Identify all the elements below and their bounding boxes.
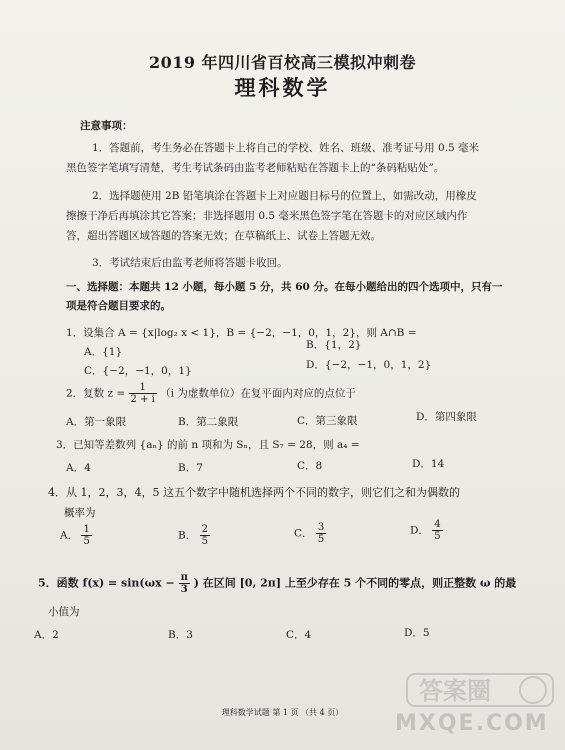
watermark-url: MXQE.COM <box>395 711 549 736</box>
q3-option-d: D．14 <box>412 458 445 470</box>
watermark-brand: 答案圈 <box>419 677 491 705</box>
watermark-logo <box>405 672 555 708</box>
q4-option-d-label: D． <box>410 524 429 537</box>
q5-option-b: B．3 <box>168 629 193 641</box>
q2-stem-pre: 2．复数 z = <box>66 387 126 400</box>
notice-heading: 注意事项： <box>80 120 133 132</box>
q5-option-a: A．2 <box>34 629 59 641</box>
q4-option-c <box>294 522 326 545</box>
q3-option-a: A．4 <box>66 462 91 474</box>
q2-stem-post: （i 为虚数单位）在复平面内对应的点位于 <box>160 387 356 400</box>
q2-option-a: A．第一象限 <box>66 416 127 428</box>
q4-option-b-numerator: 2 <box>201 524 208 535</box>
exam-title: 2019 年四川省百校高三模拟冲刺卷 <box>148 53 417 72</box>
q4-stem-line-2: 概率为 <box>64 507 96 519</box>
watermark-logo-icon <box>405 672 555 708</box>
q5-fraction <box>179 572 190 595</box>
q4-option-a-fraction <box>81 524 91 547</box>
bleed-through-marks <box>520 20 560 720</box>
q1-stem: 1．设集合 A = {x|log₂ x < 1}，B = {−2，−1，0，1，2}，则 A∩B = <box>66 327 417 339</box>
q1-option-d: D．{−2，−1，0，1，2} <box>306 359 432 371</box>
q2-fraction <box>129 382 157 405</box>
q4-option-a-numerator: 1 <box>83 524 90 535</box>
notice-item-2-line-3: 答，超出答题区域答题的答案无效；在草稿纸上、试卷上答题无效。 <box>66 230 381 242</box>
q4-option-d <box>410 519 443 542</box>
q4-stem-line-1: 4．从 1，2，3，4，5 这五个数字中随机选择两个不同的数字，则它们之和为偶数的 <box>48 486 460 499</box>
q4-option-b-label: B． <box>178 529 197 542</box>
q3-option-b: B．7 <box>178 462 203 474</box>
q4-option-d-denominator: 5 <box>434 531 441 542</box>
notice-item-1-line-1: 1．答题前，考生务必在答题卡上将自己的学校、姓名、班级、准考证号用 0.5 毫米 <box>92 142 480 154</box>
q4-option-b-denominator: 5 <box>201 536 208 547</box>
q4-option-c-fraction <box>316 522 326 545</box>
subject-title: 理科数学 <box>234 75 331 100</box>
q4-option-b-fraction <box>200 524 210 547</box>
q2-option-c: C．第三象限 <box>297 415 358 427</box>
notice-item-2-line-1: 2．选择题使用 2B 铅笔填涂在答题卡上对应题目标号的位置上，如需改动，用橡皮 <box>92 190 477 202</box>
q1-option-a: A．{1} <box>84 346 123 358</box>
page-footer: 理科数学试题 第 1 页 （共 4 页） <box>221 708 344 717</box>
q5-stem <box>38 572 516 595</box>
q4-option-c-denominator: 5 <box>317 534 325 545</box>
q5-stem-pre: 5．函数 f(x) = sin(ωx − <box>38 576 175 590</box>
notice-item-3: 3．考试结束后由监考老师将答题卡收回。 <box>92 257 288 269</box>
q2-fraction-denominator: 2 + i <box>130 394 155 405</box>
section-1-heading-line-2: 项是符合题目要求的。 <box>66 300 171 312</box>
q2-option-d: D．第四象限 <box>416 411 477 423</box>
q4-option-d-numerator: 4 <box>434 519 441 530</box>
q4-option-d-fraction <box>432 519 442 542</box>
q5-fraction-denominator: 3 <box>180 584 188 595</box>
notice-item-1-line-2: 黑色签字笔填写清楚，考生考试条码由监考老师粘贴在答题卡上的“条码粘贴处”。 <box>66 162 445 174</box>
section-1-heading-line-1: 一、选择题：本题共 12 小题，每小题 5 分，共 60 分。在每小题给出的四个选项中，只有一 <box>66 281 503 293</box>
q3-option-c: C．8 <box>297 460 323 472</box>
q5-stem-line-2: 小值为 <box>48 606 80 618</box>
q4-option-a-label: A． <box>60 529 79 542</box>
q5-option-c: C．4 <box>286 629 312 641</box>
q2-option-b: B．第二象限 <box>178 416 239 428</box>
q4-option-c-label: C． <box>294 527 313 540</box>
notice-item-2-line-2: 擦擦干净后再填涂其它答案；非选择题用 0.5 毫米黑色签字笔在答题卡的对应区域内作 <box>66 210 468 222</box>
q5-option-d: D．5 <box>404 627 430 639</box>
q3-stem: 3．已知等差数列 {aₙ} 的前 n 项和为 Sₙ，且 S₇ = 28，则 a₄ = <box>56 439 360 451</box>
q1-option-c: C．{−2，−1，0，1} <box>84 365 192 377</box>
q5-stem-post: ) 在区间 [0, 2π] 上至少存在 5 个不同的零点，则正整数 ω 的最 <box>193 576 517 590</box>
q5-fraction-numerator: π <box>180 572 188 583</box>
q4-option-a <box>60 524 92 547</box>
q1-option-b: B．{1，2} <box>306 339 362 351</box>
q2-stem <box>66 382 356 405</box>
q4-option-b <box>178 524 210 547</box>
q4-option-a-denominator: 5 <box>83 536 90 547</box>
q2-fraction-numerator: 1 <box>129 382 157 394</box>
q4-option-c-numerator: 3 <box>317 522 325 533</box>
